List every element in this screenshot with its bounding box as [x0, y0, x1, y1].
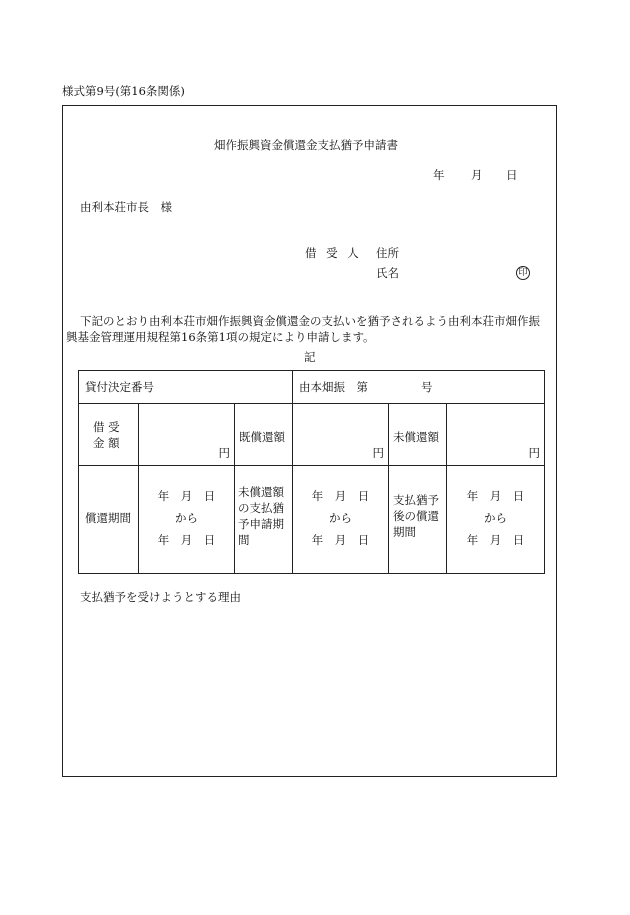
date-year-label: 年	[433, 168, 445, 182]
ki-label: 記	[304, 350, 316, 364]
form-number-label: 様式第9号(第16条関係)	[62, 84, 185, 98]
after-deferral-from: から	[484, 511, 508, 525]
deferral-request-end: 年 月 日	[311, 533, 370, 547]
deferral-request-value-cell[interactable]	[293, 466, 389, 574]
borrowed-label-line-1: 借 受	[93, 420, 120, 434]
loan-number-prefix: 由本畑振 第	[299, 380, 369, 394]
applicant-role: 借 受 人	[305, 246, 359, 260]
unpaid-amount-label-cell	[389, 404, 447, 466]
deferral-request-label-2: の支払猶	[238, 501, 284, 515]
date-day-label: 日	[506, 168, 518, 182]
form-title: 畑作振興資金償還金支払猶予申請書	[214, 138, 398, 152]
reason-label: 支払猶予を受けようとする理由	[80, 590, 241, 604]
deferral-request-start: 年 月 日	[311, 489, 370, 503]
deferral-request-label-1: 未償還額	[238, 485, 284, 499]
repayment-period-start: 年 月 日	[157, 489, 216, 503]
reason-input-area[interactable]	[80, 612, 540, 762]
addressee: 由利本荘市長 様	[80, 200, 172, 214]
date-month-label: 月	[471, 168, 483, 182]
loan-number-cell[interactable]	[293, 371, 545, 404]
repayment-period-end: 年 月 日	[157, 533, 216, 547]
after-deferral-label-cell	[389, 466, 447, 574]
loan-decision-label-cell	[79, 371, 293, 404]
deferral-request-label-4: 間	[238, 533, 250, 547]
after-deferral-label-1: 支払猶予	[393, 493, 440, 507]
borrowed-amount-label-cell	[79, 404, 139, 466]
loan-number-suffix: 号	[421, 380, 433, 394]
after-deferral-label-3: 期間	[393, 525, 417, 539]
table-row-periods	[79, 466, 545, 574]
table-row-loan-number	[79, 371, 545, 404]
repaid-amount-value-cell[interactable]	[293, 404, 389, 466]
repayment-period-label-cell	[79, 466, 139, 574]
repaid-amount-label-cell	[235, 404, 293, 466]
repayment-period-label: 償還期間	[85, 511, 131, 525]
after-deferral-start: 年 月 日	[466, 489, 525, 503]
seal-mark	[516, 266, 530, 280]
loan-info-table	[78, 370, 545, 574]
unpaid-yen-unit: 円	[528, 445, 541, 460]
applicant-name-label: 氏名	[376, 266, 399, 280]
borrowed-label-line-2: 金 額	[93, 436, 120, 450]
body-text-line-1: 下記のとおり由利本荘市畑作振興資金償還金の支払いを猶予されるよう由利本荘市畑作振	[80, 314, 540, 328]
repaid-amount-label: 既償還額	[239, 430, 285, 444]
seal-stamp-icon: 印	[516, 266, 530, 280]
unpaid-amount-value-cell[interactable]	[447, 404, 545, 466]
applicant-address-label: 住所	[376, 246, 399, 260]
after-deferral-label-2: 後の償還	[393, 509, 440, 523]
after-deferral-end: 年 月 日	[466, 533, 525, 547]
table-row-amounts	[79, 404, 545, 466]
after-deferral-value-cell[interactable]	[447, 466, 545, 574]
deferral-request-label-3: 予申請期	[238, 517, 284, 531]
repayment-period-from: から	[175, 511, 198, 525]
unpaid-amount-label: 未償還額	[393, 430, 440, 444]
loan-decision-label: 貸付決定番号	[85, 380, 154, 394]
repaid-yen-unit: 円	[372, 445, 385, 460]
borrowed-yen-unit: 円	[218, 445, 230, 460]
borrowed-amount-value-cell[interactable]	[139, 404, 235, 466]
body-text-line-2: 興基金管理運用規程第16条第1項の規定により申請します。	[66, 330, 375, 344]
deferral-request-label-cell	[235, 466, 293, 574]
repayment-period-value-cell[interactable]	[139, 466, 235, 574]
deferral-request-from: から	[329, 511, 353, 525]
